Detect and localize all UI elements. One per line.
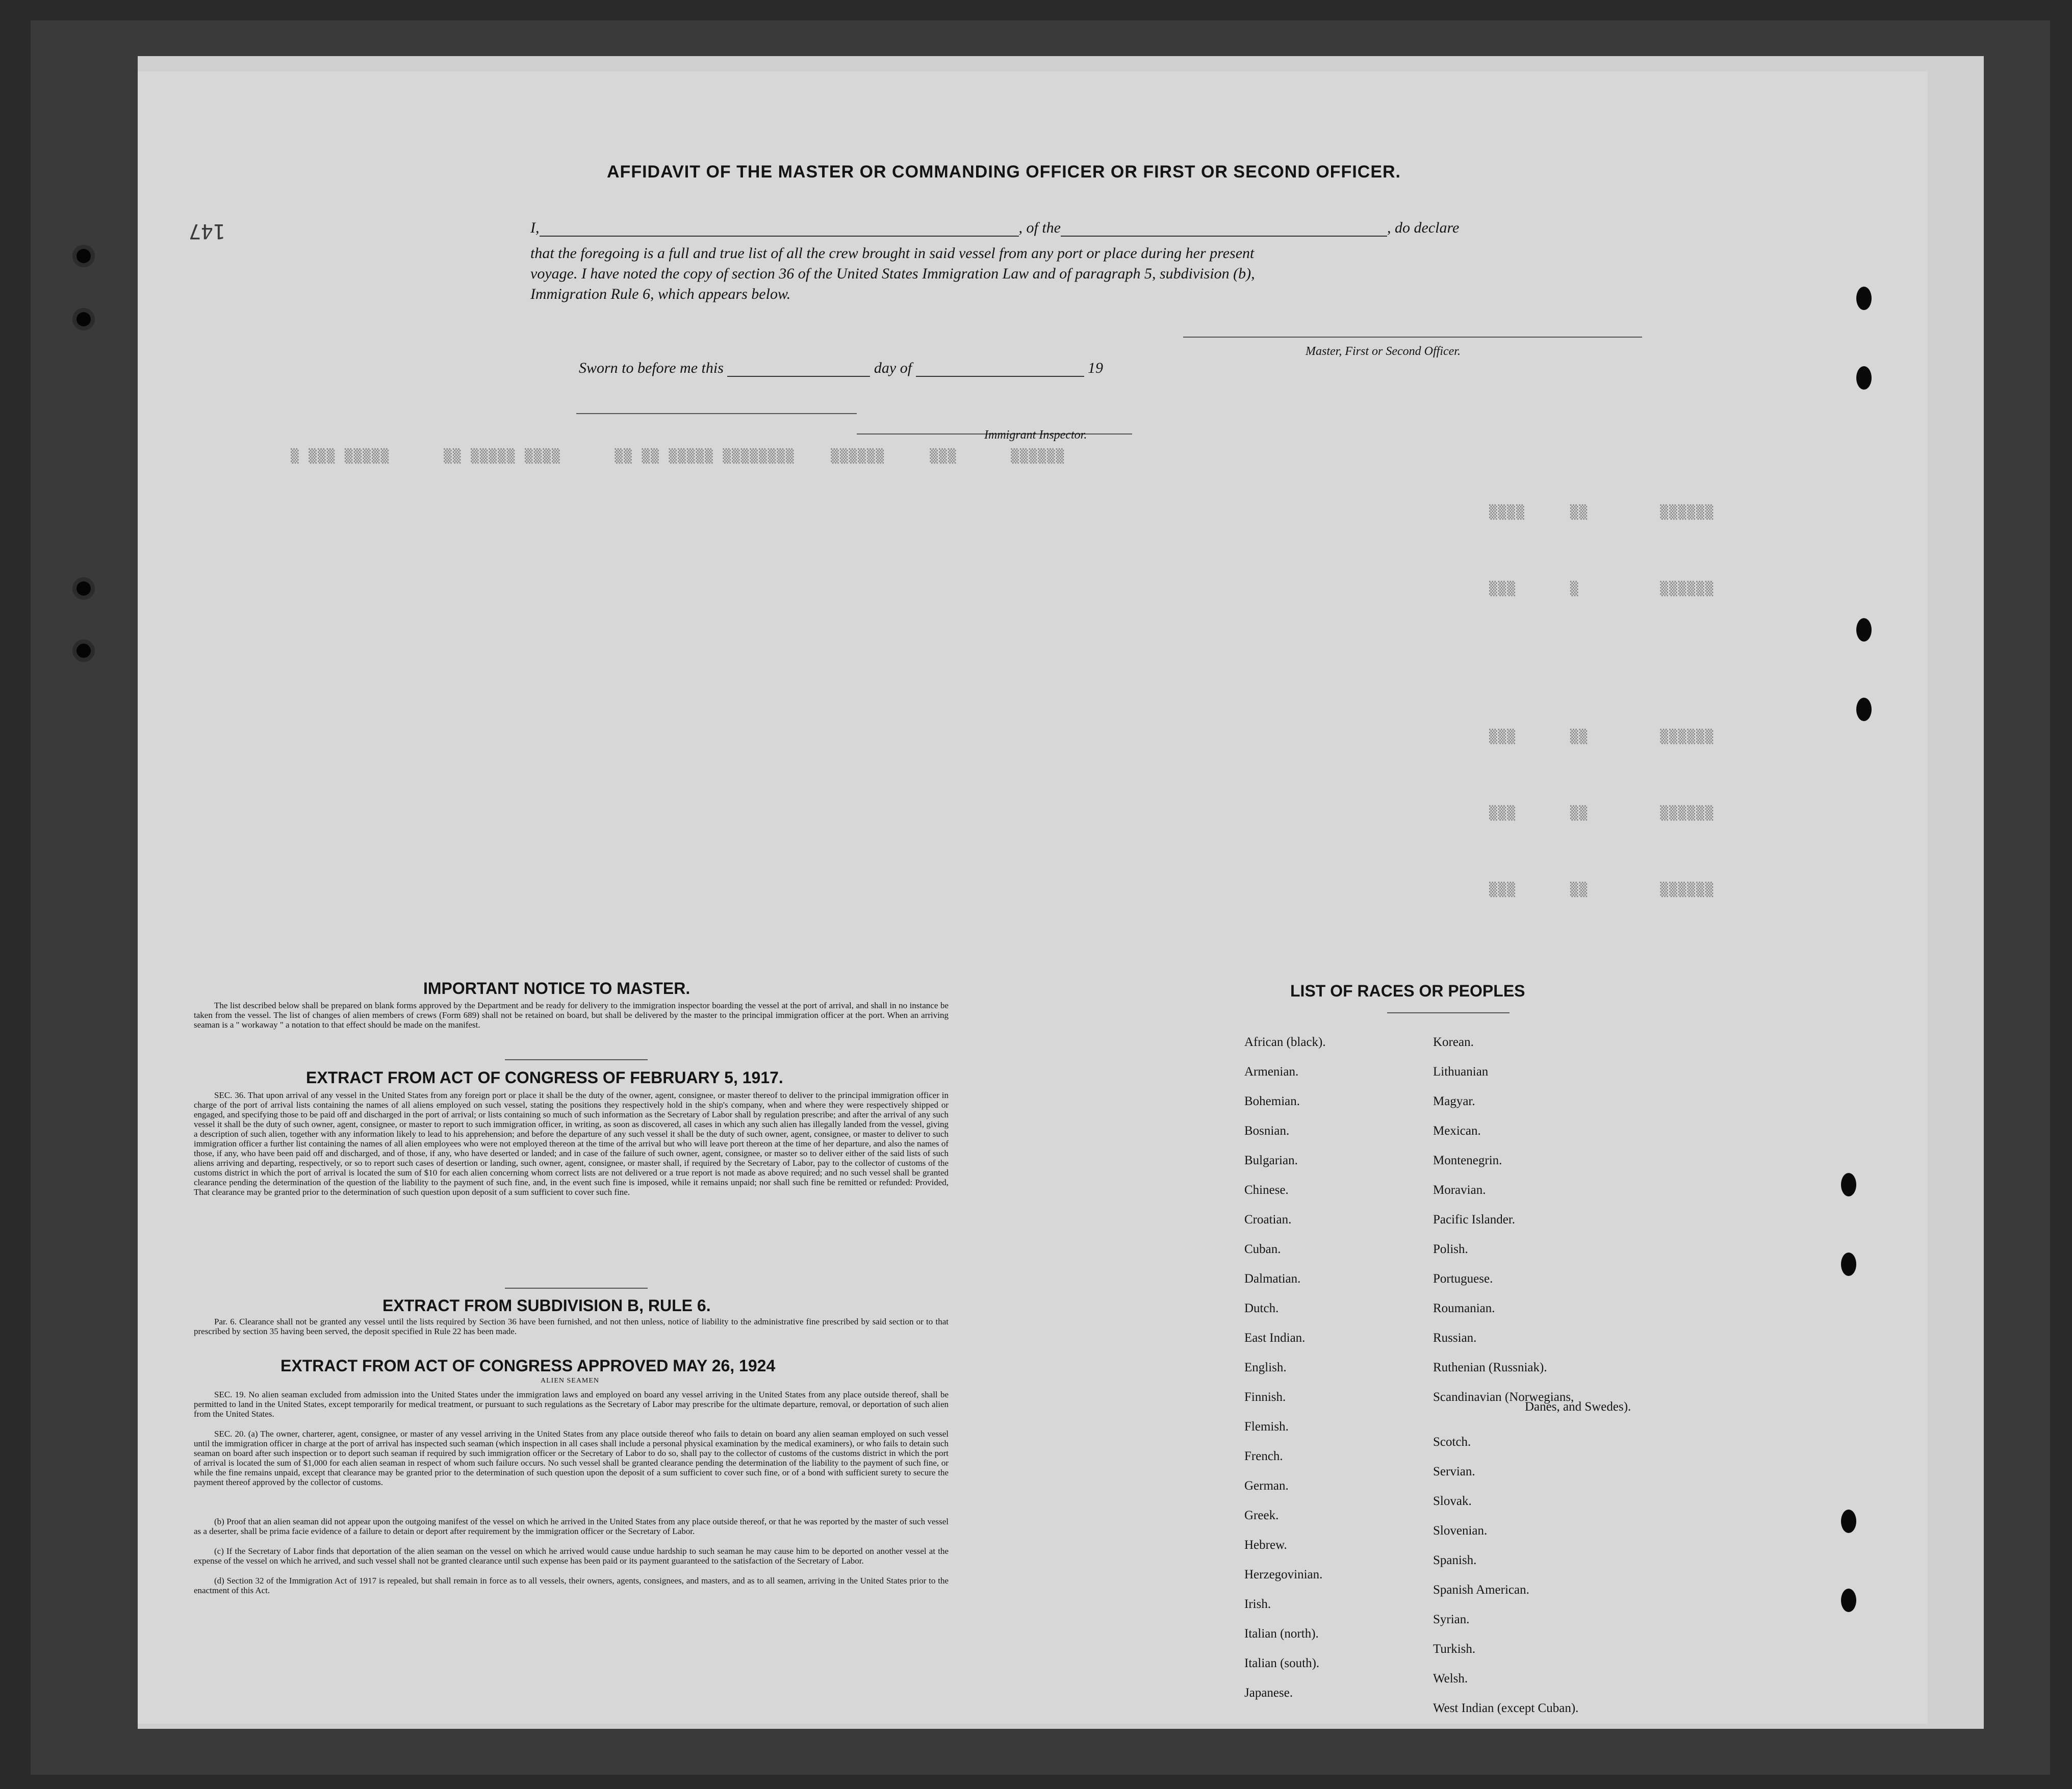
sworn-line: Sworn to before me this day of 19 xyxy=(579,360,1104,376)
race-item: Welsh. xyxy=(1433,1672,1468,1685)
pencil-page-number: 147 xyxy=(189,219,226,243)
extract-1924-title: EXTRACT FROM ACT OF CONGRESS APPROVED MAY 26, 1924 xyxy=(280,1357,776,1375)
race-item: Greek. xyxy=(1244,1509,1279,1522)
divider xyxy=(505,1288,648,1289)
bleed-through-text: ▒ ▒▒▒ ▒▒▒▒▒ ▒▒ ▒▒▒▒▒ ▒▒▒▒ ▒▒ ▒▒ ▒▒▒▒▒ ▒▒▒▒▒▒▒▒ ▒▒▒▒▒▒ ▒▒▒ ▒▒▒▒▒▒ xyxy=(291,449,1065,464)
race-item: East Indian. xyxy=(1244,1331,1306,1345)
races-title: LIST OF RACES OR PEOPLES xyxy=(1290,982,1525,1000)
extract-1924-subtitle: ALIEN SEAMEN xyxy=(541,1377,600,1385)
sworn-day-blank[interactable] xyxy=(727,376,870,377)
race-item: Japanese. xyxy=(1244,1686,1293,1700)
vessel-name-blank[interactable] xyxy=(1061,236,1387,237)
race-item: Hebrew. xyxy=(1244,1538,1287,1552)
binder-hole xyxy=(76,644,91,658)
race-item: Roumanian. xyxy=(1433,1301,1495,1315)
race-item: Pacific Islander. xyxy=(1433,1213,1516,1226)
race-item: Korean. xyxy=(1433,1035,1474,1049)
race-item: Bulgarian. xyxy=(1244,1154,1298,1167)
race-item: Slovak. xyxy=(1433,1494,1472,1508)
bleed-through-text: ▒▒▒ ▒ ▒▒▒▒▒▒ xyxy=(1489,581,1715,597)
race-item: Slovenian. xyxy=(1433,1524,1488,1538)
race-item: Turkish. xyxy=(1433,1642,1476,1656)
race-item: Ruthenian (Russniak). xyxy=(1433,1361,1547,1374)
manifest-page xyxy=(138,71,1928,1724)
bleed-through-text: ▒▒▒ ▒▒ ▒▒▒▒▒▒ xyxy=(1489,729,1715,745)
divider xyxy=(505,1059,648,1060)
extract-1924-sec20b: (b) Proof that an alien seaman did not appear upon the outgoing manifest of the vessel on which he arrived in the United States from any place outside thereof, or that he was reported by the master of such vessel as a deserter, shall be prima facie evidence of a failure to detain or deport after requirement by the immigration officer or the Secretary of Labor. xyxy=(194,1517,949,1536)
index-tab xyxy=(1856,698,1872,721)
race-item: Cuban. xyxy=(1244,1242,1281,1256)
race-item-continuation: Danes, and Swedes). xyxy=(1525,1400,1631,1414)
index-tab xyxy=(1856,287,1872,310)
race-item: Polish. xyxy=(1433,1242,1468,1256)
race-item: Russian. xyxy=(1433,1331,1477,1345)
extract-1924-sec20c: (c) If the Secretary of Labor finds that deportation of the alien seaman on the vessel on which he arrived would cause undue hardship to such seaman he may cause him to be deported on another vessel at the expense of the vessel on which he arrived, and such vessel shall not be granted clearance until such expense has been paid or its payment guaranteed to the satisfaction of the Secretary of Labor. xyxy=(194,1546,949,1566)
race-item: Armenian. xyxy=(1244,1065,1299,1079)
extract-rule6-body: Par. 6. Clearance shall not be granted any vessel until the lists required by Section 36 have been furnished, and not then unless, notice of liability to the administrative fine prescribed by said section or to that prescribed by section 35 having been served, the deposit specified in Rule 22 has been made. xyxy=(194,1317,949,1336)
race-item: Flemish. xyxy=(1244,1420,1289,1434)
affidavit-line-4: Immigration Rule 6, which appears below. xyxy=(530,286,791,302)
race-item: Magyar. xyxy=(1433,1094,1475,1108)
affidavit-declaration-line: I, , of the , do declare xyxy=(530,219,1460,236)
bleed-through-text: ▒▒▒▒ ▒▒ ▒▒▒▒▒▒ xyxy=(1489,505,1715,520)
race-item: Moravian. xyxy=(1433,1183,1486,1197)
race-item: Bosnian. xyxy=(1244,1124,1290,1138)
master-signature-line[interactable] xyxy=(1183,337,1642,338)
race-item: Lithuanian xyxy=(1433,1065,1489,1079)
index-tab xyxy=(1856,618,1872,642)
extract-1924-sec19: SEC. 19. No alien seaman excluded from admission into the United States under the immigration laws and employed on board any vessel arriving in the United States from any place outside thereof, shall be permitted to land in the United States, except temporarily for medical treatment, or pursuant to such regulations as the Secretary of Labor may prescribe for the ultimate departure, removal, or deportation of such alien from the United States. xyxy=(194,1390,949,1419)
sworn-month-blank[interactable] xyxy=(916,376,1084,377)
bleed-through-text: ▒▒▒ ▒▒ ▒▒▒▒▒▒ xyxy=(1489,882,1715,898)
extract-1924-sec20d: (d) Section 32 of the Immigration Act of 1917 is repealed, but shall remain in force as to all vessels, their owners, agents, consignees, and masters, and as to all seamen, arriving in the United States prior to the enactment of this Act. xyxy=(194,1576,949,1595)
race-item: Servian. xyxy=(1433,1465,1475,1478)
notice-body: The list described below shall be prepared on blank forms approved by the Department and be ready for delivery to the immigration inspector boarding the vessel at the port of arrival, and shall in no instance be taken from the vessel. The list of changes of alien members of crews (Form 689) shall not be retained on board, but shall be delivered by the master to the principal immigration officer at the port. When an arriving seaman is a " workaway " a notation to that effect should be made on the manifest. xyxy=(194,1001,949,1030)
index-tab xyxy=(1841,1173,1856,1196)
index-tab xyxy=(1841,1253,1856,1276)
divider xyxy=(1387,1012,1510,1013)
race-item: Irish. xyxy=(1244,1597,1271,1611)
race-item: Italian (north). xyxy=(1244,1627,1319,1641)
index-tab xyxy=(1856,366,1872,390)
race-item: Scandinavian (Norwegians, xyxy=(1433,1390,1574,1404)
extract-1924-sec20a: SEC. 20. (a) The owner, charterer, agent, consignee, or master of any vessel arriving in the United States from any place outside thereof who fails to detain on board any alien seaman employed on such vessel until the immigration officer in charge at the port of arrival has inspected such seaman (which inspection in all cases shall include a personal physical examination by the medical examiners), or who fails to detain such seaman on board after such inspection or to deport such seaman if required by such immigration officer or the Secretary of Labor to do so, shall pay to the collector of customs of the customs district in which the port of arrival is located the sum of $1,000 for each alien seaman in respect of whom such failure occurs. No such vessel shall be granted clearance pending the determination of the liability to the payment of such fine, or while the fine remains unpaid, except that clearance may be granted prior to the determination of such question upon the deposit of a sum sufficient to cover such fine, or of a bond with sufficient surety to secure the payment thereof approved by the collector of customs. xyxy=(194,1429,949,1487)
race-item: West Indian (except Cuban). xyxy=(1433,1701,1579,1715)
race-item: Herzegovinian. xyxy=(1244,1568,1323,1581)
affidavit-title: AFFIDAVIT OF THE MASTER OR COMMANDING OFFICER OR FIRST OR SECOND OFFICER. xyxy=(607,162,1401,182)
inspector-signature-label: Immigrant Inspector. xyxy=(984,428,1087,442)
race-item: Syrian. xyxy=(1433,1613,1470,1626)
binder-hole xyxy=(76,249,91,263)
race-item: Scotch. xyxy=(1433,1435,1471,1449)
race-item: Portuguese. xyxy=(1433,1272,1493,1286)
race-item: Croatian. xyxy=(1244,1213,1292,1226)
notice-title: IMPORTANT NOTICE TO MASTER. xyxy=(423,979,690,998)
race-item: Bohemian. xyxy=(1244,1094,1300,1108)
race-item: Montenegrin. xyxy=(1433,1154,1502,1167)
race-item: English. xyxy=(1244,1361,1287,1374)
index-tab xyxy=(1841,1510,1856,1533)
race-item: Dutch. xyxy=(1244,1301,1279,1315)
extract-rule6-title: EXTRACT FROM SUBDIVISION B, RULE 6. xyxy=(382,1296,711,1315)
race-item: Italian (south). xyxy=(1244,1656,1320,1670)
extract-1917-body: SEC. 36. That upon arrival of any vessel in the United States from any foreign port or place it shall be the duty of the owner, agent, consignee, or master thereof to deliver to the principal immigration officer in charge of the port of arrival lists containing the names of all aliens employed on such vessel, stating the positions they respectively hold in the ship's company, when and where they were respectively shipped or engaged, and specifying those to be paid off and discharged in the port of arrival; or lists containing so much of such information as the Secretary of Labor shall by regulation prescribe; and after the arrival of any such vessel it shall be the duty of such owner, agent, consignee, or master to report to such immigration officer, in writing, as soon as discovered, all cases in which any such alien has illegally landed from the vessel, giving a description of such alien, together with any information likely to lead to his apprehension; and before the departure of any such vessel it shall be the duty of such owner, agent, consignee, or master to deliver to such immigration officer a further list containing the names of all alien employees who were not employed thereon at the time of the arrival but who will leave port thereon at the time of her departure, and also the names of those, if any, who have been paid off and discharged, and of those, if any, who have deserted or landed; and in case of the failure of such owner, agent, consignee, or master so to deliver either of the said lists of such aliens arriving and departing, respectively, or so to report such cases of desertion or landing, such owner, agent, consignee, or master shall, if required by the Secretary of Labor, pay to the collector of customs of the customs district in which the port of arrival is located the sum of $10 for each alien concerning whom correct lists are not delivered or a true report is not made as above required; and no such vessel shall be granted clearance pending the determination of the question of the liability to the payment of such fine, and, in the event such fine is imposed, while it remains unpaid; nor shall such fine be remitted or refunded: Provided, That clearance may be granted prior to the determination of such question upon deposit of a sum sufficient to cover such fine. xyxy=(194,1090,949,1197)
race-item: Chinese. xyxy=(1244,1183,1289,1197)
extract-1917-title: EXTRACT FROM ACT OF CONGRESS OF FEBRUARY 5, 1917. xyxy=(306,1068,783,1087)
race-item: Finnish. xyxy=(1244,1390,1286,1404)
master-signature-label: Master, First or Second Officer. xyxy=(1306,345,1461,358)
index-tab xyxy=(1841,1589,1856,1612)
affidavit-line-3: voyage. I have noted the copy of section 36 of the United States Immigration Law and of paragraph 5, subdivision (b), xyxy=(530,265,1255,282)
race-item: Dalmatian. xyxy=(1244,1272,1301,1286)
bleed-through-text: ▒▒▒ ▒▒ ▒▒▒▒▒▒ xyxy=(1489,806,1715,821)
race-item: French. xyxy=(1244,1449,1283,1463)
race-item: German. xyxy=(1244,1479,1289,1493)
seal-line xyxy=(576,413,857,414)
binder-hole xyxy=(76,312,91,326)
race-item: African (black). xyxy=(1244,1035,1326,1049)
binder-hole xyxy=(76,581,91,596)
race-item: Spanish American. xyxy=(1433,1583,1529,1597)
affidavit-line-2: that the foregoing is a full and true list of all the crew brought in said vessel from any port or place during her present xyxy=(530,245,1255,262)
race-item: Spanish. xyxy=(1433,1553,1477,1567)
master-name-blank[interactable] xyxy=(540,236,1019,237)
race-item: Mexican. xyxy=(1433,1124,1481,1138)
